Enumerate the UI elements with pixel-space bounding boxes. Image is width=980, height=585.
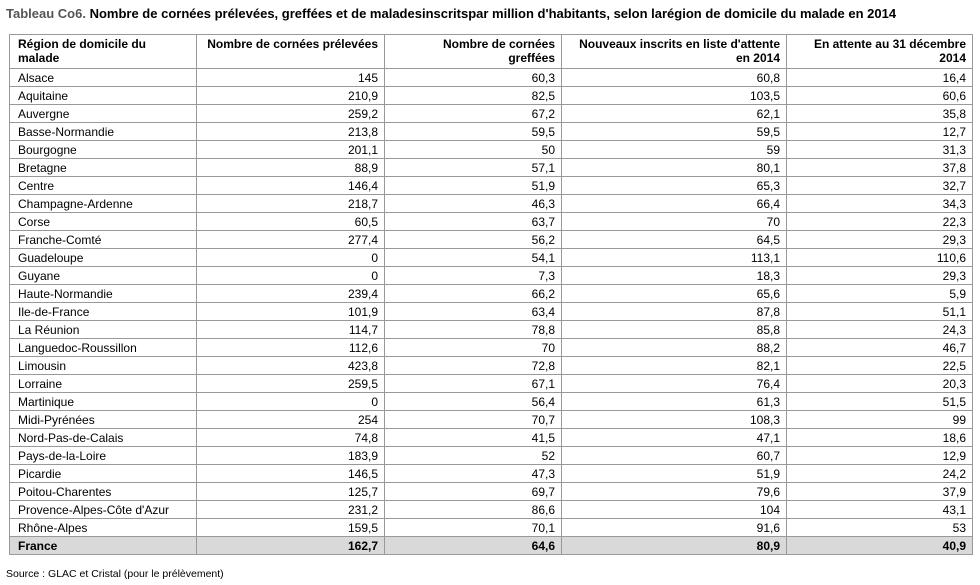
header-greffees: Nombre de cornées greffées	[385, 35, 562, 69]
cell-en-attente: 12,9	[787, 447, 973, 465]
cell-prelevees: 183,9	[197, 447, 385, 465]
cell-en-attente: 60,6	[787, 87, 973, 105]
cell-en-attente: 35,8	[787, 105, 973, 123]
cell-nouveaux-inscrits: 79,6	[562, 483, 787, 501]
cell-greffees: 67,1	[385, 375, 562, 393]
cell-region: Alsace	[10, 69, 197, 87]
cell-region: Bourgogne	[10, 141, 197, 159]
table-number: Tableau Co6.	[6, 6, 86, 21]
table-title	[6, 6, 974, 22]
cell-en-attente: 22,5	[787, 357, 973, 375]
cell-prelevees: 210,9	[197, 87, 385, 105]
table-row	[10, 357, 973, 375]
data-table	[9, 34, 973, 555]
cell-en-attente: 51,1	[787, 303, 973, 321]
cell-region: Poitou-Charentes	[10, 483, 197, 501]
cell-nouveaux-inscrits: 108,3	[562, 411, 787, 429]
cell-nouveaux-inscrits: 88,2	[562, 339, 787, 357]
cell-greffees: 67,2	[385, 105, 562, 123]
cell-greffees: 47,3	[385, 465, 562, 483]
cell-greffees: 72,8	[385, 357, 562, 375]
cell-prelevees: 125,7	[197, 483, 385, 501]
cell-greffees: 69,7	[385, 483, 562, 501]
cell-prelevees: 201,1	[197, 141, 385, 159]
cell-en-attente: 12,7	[787, 123, 973, 141]
cell-region: Ile-de-France	[10, 303, 197, 321]
table-row	[10, 411, 973, 429]
cell-en-attente: 110,6	[787, 249, 973, 267]
cell-nouveaux-inscrits: 61,3	[562, 393, 787, 411]
cell-prelevees: 259,5	[197, 375, 385, 393]
total-cell-prelevees: 162,7	[197, 537, 385, 555]
table-title-text: Nombre de cornées prélevées, greffées et de maladesinscritspar million d'habitants, selon larégion de domicile du malade en 2014	[89, 6, 897, 21]
cell-greffees: 50	[385, 141, 562, 159]
cell-greffees: 66,2	[385, 285, 562, 303]
source-note: Source : GLAC et Cristal (pour le prélèvement)	[6, 568, 224, 580]
cell-greffees: 52	[385, 447, 562, 465]
cell-nouveaux-inscrits: 59	[562, 141, 787, 159]
cell-nouveaux-inscrits: 76,4	[562, 375, 787, 393]
table-row	[10, 447, 973, 465]
total-cell-nouveaux-inscrits: 80,9	[562, 537, 787, 555]
cell-region: Limousin	[10, 357, 197, 375]
cell-greffees: 51,9	[385, 177, 562, 195]
cell-en-attente: 32,7	[787, 177, 973, 195]
table-row	[10, 393, 973, 411]
header-row	[10, 35, 973, 69]
cell-region: Haute-Normandie	[10, 285, 197, 303]
total-cell-en-attente: 40,9	[787, 537, 973, 555]
cell-nouveaux-inscrits: 62,1	[562, 105, 787, 123]
cell-region: Pays-de-la-Loire	[10, 447, 197, 465]
table-row	[10, 285, 973, 303]
table-row	[10, 375, 973, 393]
cell-greffees: 46,3	[385, 195, 562, 213]
cell-en-attente: 24,3	[787, 321, 973, 339]
table-row	[10, 123, 973, 141]
cell-prelevees: 239,4	[197, 285, 385, 303]
cell-region: Champagne-Ardenne	[10, 195, 197, 213]
total-cell-greffees: 64,6	[385, 537, 562, 555]
cell-prelevees: 277,4	[197, 231, 385, 249]
cell-nouveaux-inscrits: 60,8	[562, 69, 787, 87]
table-row	[10, 87, 973, 105]
cell-nouveaux-inscrits: 65,3	[562, 177, 787, 195]
table-row	[10, 321, 973, 339]
cell-prelevees: 60,5	[197, 213, 385, 231]
cell-region: Languedoc-Roussillon	[10, 339, 197, 357]
cell-region: Centre	[10, 177, 197, 195]
cell-region: Martinique	[10, 393, 197, 411]
cell-greffees: 70,7	[385, 411, 562, 429]
cell-en-attente: 29,3	[787, 267, 973, 285]
cell-greffees: 86,6	[385, 501, 562, 519]
cell-prelevees: 0	[197, 393, 385, 411]
table-row	[10, 69, 973, 87]
cell-en-attente: 43,1	[787, 501, 973, 519]
header-prelevees: Nombre de cornées prélevées	[197, 35, 385, 69]
cell-greffees: 82,5	[385, 87, 562, 105]
cell-en-attente: 24,2	[787, 465, 973, 483]
cell-greffees: 54,1	[385, 249, 562, 267]
cell-nouveaux-inscrits: 113,1	[562, 249, 787, 267]
cell-greffees: 60,3	[385, 69, 562, 87]
cell-en-attente: 20,3	[787, 375, 973, 393]
cell-nouveaux-inscrits: 104	[562, 501, 787, 519]
cell-en-attente: 31,3	[787, 141, 973, 159]
total-cell-region: France	[10, 537, 197, 555]
cell-greffees: 78,8	[385, 321, 562, 339]
cell-greffees: 70,1	[385, 519, 562, 537]
cell-en-attente: 37,9	[787, 483, 973, 501]
cell-prelevees: 423,8	[197, 357, 385, 375]
table-row	[10, 141, 973, 159]
table-row	[10, 465, 973, 483]
cell-en-attente: 46,7	[787, 339, 973, 357]
cell-prelevees: 231,2	[197, 501, 385, 519]
cell-nouveaux-inscrits: 59,5	[562, 123, 787, 141]
cell-prelevees: 145	[197, 69, 385, 87]
cell-nouveaux-inscrits: 47,1	[562, 429, 787, 447]
cell-prelevees: 88,9	[197, 159, 385, 177]
cell-nouveaux-inscrits: 51,9	[562, 465, 787, 483]
cell-greffees: 57,1	[385, 159, 562, 177]
cell-region: Bretagne	[10, 159, 197, 177]
cell-prelevees: 101,9	[197, 303, 385, 321]
cell-nouveaux-inscrits: 18,3	[562, 267, 787, 285]
table-row	[10, 159, 973, 177]
cell-prelevees: 0	[197, 249, 385, 267]
cell-prelevees: 213,8	[197, 123, 385, 141]
cell-prelevees: 146,5	[197, 465, 385, 483]
cell-region: Guadeloupe	[10, 249, 197, 267]
table-row	[10, 429, 973, 447]
cell-en-attente: 16,4	[787, 69, 973, 87]
table-row	[10, 105, 973, 123]
cell-prelevees: 159,5	[197, 519, 385, 537]
cell-nouveaux-inscrits: 103,5	[562, 87, 787, 105]
table-row	[10, 231, 973, 249]
cell-en-attente: 99	[787, 411, 973, 429]
cell-nouveaux-inscrits: 82,1	[562, 357, 787, 375]
cell-region: Rhône-Alpes	[10, 519, 197, 537]
cell-greffees: 63,7	[385, 213, 562, 231]
cell-region: Corse	[10, 213, 197, 231]
table-row	[10, 483, 973, 501]
cell-region: Basse-Normandie	[10, 123, 197, 141]
cell-nouveaux-inscrits: 85,8	[562, 321, 787, 339]
cell-en-attente: 53	[787, 519, 973, 537]
table-row	[10, 267, 973, 285]
table-row	[10, 195, 973, 213]
cell-nouveaux-inscrits: 80,1	[562, 159, 787, 177]
cell-greffees: 59,5	[385, 123, 562, 141]
cell-region: Provence-Alpes-Côte d'Azur	[10, 501, 197, 519]
table-row	[10, 213, 973, 231]
cell-region: Picardie	[10, 465, 197, 483]
cell-en-attente: 29,3	[787, 231, 973, 249]
cell-en-attente: 51,5	[787, 393, 973, 411]
cell-nouveaux-inscrits: 60,7	[562, 447, 787, 465]
cell-en-attente: 34,3	[787, 195, 973, 213]
header-region: Région de domicile du malade	[10, 35, 197, 69]
cell-nouveaux-inscrits: 87,8	[562, 303, 787, 321]
cell-nouveaux-inscrits: 70	[562, 213, 787, 231]
table-row	[10, 519, 973, 537]
cell-region: Auvergne	[10, 105, 197, 123]
cell-prelevees: 259,2	[197, 105, 385, 123]
cell-prelevees: 218,7	[197, 195, 385, 213]
cell-prelevees: 114,7	[197, 321, 385, 339]
cell-nouveaux-inscrits: 91,6	[562, 519, 787, 537]
cell-region: Nord-Pas-de-Calais	[10, 429, 197, 447]
cell-prelevees: 112,6	[197, 339, 385, 357]
table-row	[10, 249, 973, 267]
cell-prelevees: 0	[197, 267, 385, 285]
table-row	[10, 303, 973, 321]
cell-greffees: 63,4	[385, 303, 562, 321]
cell-prelevees: 74,8	[197, 429, 385, 447]
header-en-attente: En attente au 31 décembre 2014	[787, 35, 973, 69]
cell-region: La Réunion	[10, 321, 197, 339]
cell-nouveaux-inscrits: 65,6	[562, 285, 787, 303]
cell-region: Lorraine	[10, 375, 197, 393]
cell-en-attente: 22,3	[787, 213, 973, 231]
cell-prelevees: 146,4	[197, 177, 385, 195]
table-row	[10, 177, 973, 195]
cell-greffees: 41,5	[385, 429, 562, 447]
cell-en-attente: 18,6	[787, 429, 973, 447]
total-row	[10, 537, 973, 555]
table-row	[10, 501, 973, 519]
cell-region: Midi-Pyrénées	[10, 411, 197, 429]
cell-greffees: 56,2	[385, 231, 562, 249]
cell-nouveaux-inscrits: 66,4	[562, 195, 787, 213]
header-nouveaux-inscrits: Nouveaux inscrits en liste d'attente en 2014	[562, 35, 787, 69]
cell-greffees: 7,3	[385, 267, 562, 285]
cell-prelevees: 254	[197, 411, 385, 429]
cell-greffees: 56,4	[385, 393, 562, 411]
cell-greffees: 70	[385, 339, 562, 357]
cell-region: Guyane	[10, 267, 197, 285]
cell-nouveaux-inscrits: 64,5	[562, 231, 787, 249]
cell-region: Franche-Comté	[10, 231, 197, 249]
cell-en-attente: 37,8	[787, 159, 973, 177]
cell-en-attente: 5,9	[787, 285, 973, 303]
table-row	[10, 339, 973, 357]
cell-region: Aquitaine	[10, 87, 197, 105]
